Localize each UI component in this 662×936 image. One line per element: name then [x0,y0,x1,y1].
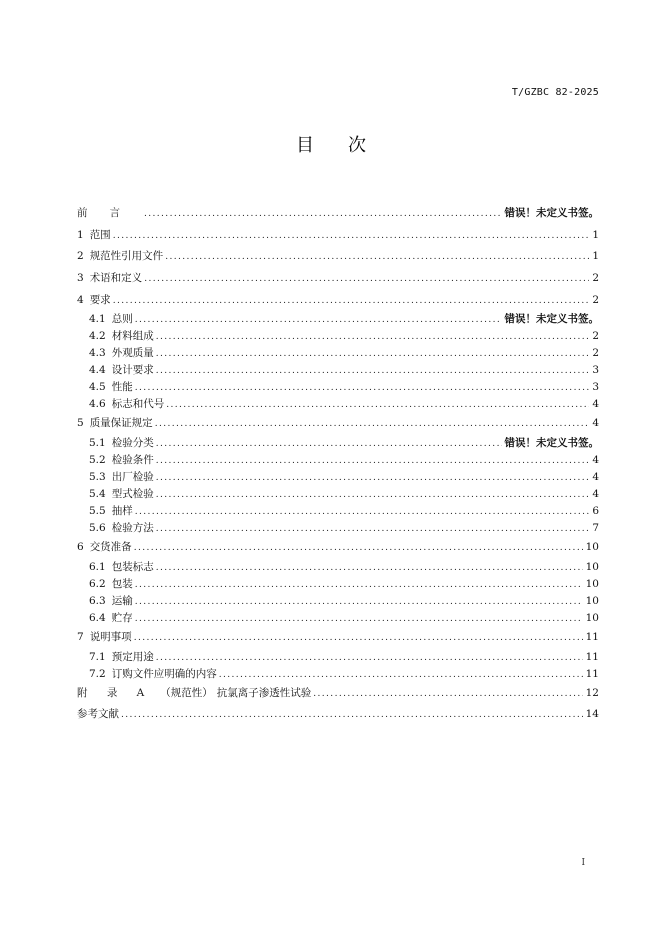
toc-page-number: 14 [585,708,599,721]
toc-entry[interactable] [77,345,599,362]
toc-entry-title: 外观质量 [111,347,154,360]
appendix-title: 抗氯离子渗透性试验 [216,686,312,699]
toc-entry[interactable] [77,311,599,328]
toc-entry-label [89,452,156,469]
dot-leader [135,380,590,396]
dot-leader [135,312,502,328]
toc-page-number: 3 [592,364,599,377]
dot-leader [165,247,589,268]
toc-entry-title: 检验条件 [111,454,154,467]
toc-entry-label [77,268,144,290]
toc-page-number: 10 [585,594,599,607]
toc-entry-number: 4 [77,293,84,306]
toc-entry-title: 材料组成 [111,330,154,343]
dot-leader [219,667,583,683]
toc-entry-number: 6.4 [89,611,106,624]
toc-entry-title: 型式检验 [111,488,154,501]
toc-entry-number: 4.4 [89,364,106,377]
toc-entry-label [89,503,135,520]
toc-page-number: 7 [592,522,599,535]
toc-entry-title: 参考文献 [77,708,119,721]
toc-entry[interactable] [77,379,599,396]
toc-entry[interactable] [77,704,599,726]
dot-leader [113,226,590,247]
toc-entry-label [77,290,113,312]
toc-entry[interactable] [77,246,599,268]
toc-entry[interactable] [77,520,599,537]
toc-entry-title: 说明事项 [89,630,132,643]
toc-entry-title: 总则 [111,313,133,326]
page-number: I [581,858,585,868]
dot-leader [156,487,590,503]
toc-entry-title: 订购文件应明确的内容 [111,667,217,680]
toc-entry-title: 规范性引用文件 [89,250,164,263]
toc-page-number: 2 [592,272,599,285]
appendix-heading: 附 录 A [77,686,153,699]
toc-entry-label [89,666,219,683]
dot-leader [144,269,589,290]
toc-entry[interactable] [77,290,599,312]
toc-entry[interactable] [77,683,599,705]
dot-leader [166,397,589,413]
toc-entry-number: 7 [77,630,84,643]
toc-entry-label [89,362,156,379]
toc-entry-label [89,486,156,503]
toc-entry[interactable] [77,576,599,593]
toc-entry-number: 5.1 [89,437,106,450]
toc-entry-label [89,328,156,345]
toc-page-number: 10 [585,577,599,590]
dot-leader [155,414,590,435]
dot-leader [156,363,590,379]
toc-entry-label [77,203,144,225]
toc-entry-title: 设计要求 [111,364,154,377]
dot-leader [156,521,590,537]
toc-entry[interactable] [77,610,599,627]
toc-entry-label [89,559,156,576]
toc-entry-title: 性能 [111,381,133,394]
dot-leader [156,436,502,452]
toc-entry-number: 4.5 [89,381,106,394]
toc-entry-title: 包装 [111,577,133,590]
toc-page-number: 10 [585,541,599,554]
toc-entry-label [89,435,156,452]
toc-entry-number: 7.1 [89,650,106,663]
toc-entry-label [89,610,135,627]
toc-entry[interactable] [77,203,599,225]
toc-entry-number: 5.3 [89,471,106,484]
toc-entry-title: 贮存 [111,611,133,624]
toc-entry[interactable] [77,396,599,413]
toc-entry-label [89,469,156,486]
toc-entry-label [77,225,113,247]
toc-entry-label [89,311,135,328]
toc-page-number: 2 [592,347,599,360]
toc-entry-number: 5.2 [89,454,106,467]
toc-entry-number: 4.1 [89,313,106,326]
toc-entry[interactable] [77,486,599,503]
toc-entry-label [89,649,156,666]
toc-entry-title: 抽样 [111,505,133,518]
toc-entry-number: 1 [77,228,84,241]
toc-page-number: 4 [592,488,599,501]
toc-entry[interactable] [77,649,599,666]
toc-entry-label [89,345,156,362]
toc-entry-label [89,520,156,537]
toc-entry[interactable] [77,503,599,520]
dot-leader [134,538,583,559]
toc-entry-number: 3 [77,272,84,285]
toc-entry-number: 4.3 [89,347,106,360]
document-code: T/GZBC 82-2025 [511,87,599,98]
dot-leader [156,346,590,362]
dot-leader [135,504,590,520]
toc-entry-title: 预定用途 [111,650,154,663]
bookmark-error: 错误！未定义书签。 [504,313,599,326]
toc-entry-number: 2 [77,250,84,263]
dot-leader [121,705,583,726]
toc-page-number: 1 [592,228,599,241]
dot-leader [156,329,590,345]
dot-leader [113,291,590,312]
toc-entry-label [77,537,134,559]
dot-leader [313,684,582,705]
toc-page-number: 2 [592,293,599,306]
dot-leader [134,628,583,649]
toc-entry[interactable] [77,362,599,379]
toc-entry-label [89,379,135,396]
dot-leader [156,470,590,486]
toc-page-number: 11 [585,650,599,663]
toc-entry[interactable] [77,537,599,559]
toc-entry-number: 6.3 [89,594,106,607]
toc-entry-number: 6 [77,541,84,554]
dot-leader [135,594,583,610]
toc-page-number: 1 [592,250,599,263]
toc-entry[interactable] [77,627,599,649]
toc-entry-title: 质量保证规定 [89,417,153,430]
toc-entry-label [77,627,134,649]
toc-entry-title: 检验方法 [111,522,154,535]
toc-entry-number: 5.6 [89,522,106,535]
toc-entry[interactable] [77,666,599,683]
toc-entry-title: 运输 [111,594,133,607]
toc-entry[interactable] [77,469,599,486]
toc-entry-title: 检验分类 [111,437,154,450]
toc-page-number: 12 [585,686,599,699]
toc-page-number: 4 [592,454,599,467]
toc-entry-number: 4.2 [89,330,106,343]
toc-page-number: 4 [592,471,599,484]
toc-entry-label [89,576,135,593]
toc-entry-title: 前言 [77,207,142,219]
toc-entry-label [77,413,155,435]
toc-entry-label [77,704,121,726]
toc-entry-title: 交货准备 [89,541,132,554]
toc-entry-number: 5 [77,417,84,430]
toc-page-number: 11 [585,630,599,643]
toc-page-number: 11 [585,667,599,680]
toc-entry-title: 范围 [89,228,111,241]
toc-page-number: 3 [592,381,599,394]
dot-leader [135,611,583,627]
dot-leader [144,204,502,225]
toc-page-number: 10 [585,560,599,573]
toc-entry-title: 出厂检验 [111,471,154,484]
toc-entry-number: 7.2 [89,667,106,680]
toc-entry[interactable] [77,328,599,345]
toc-page-number: 10 [585,611,599,624]
toc-page-number: 2 [592,330,599,343]
toc-entry-title: 包装标志 [111,560,154,573]
toc-entry-number: 6.1 [89,560,106,573]
toc-entry-number: 5.4 [89,488,106,501]
dot-leader [156,560,583,576]
toc-entry-label [89,396,166,413]
bookmark-error: 错误！未定义书签。 [504,207,599,219]
toc-entry[interactable] [77,225,599,247]
page-title: 目次 [296,135,400,156]
appendix-type: （规范性） [160,686,213,699]
toc-entry[interactable] [77,452,599,469]
toc-entry[interactable] [77,559,599,576]
bookmark-error: 错误！未定义书签。 [504,437,599,450]
table-of-contents [77,203,599,726]
toc-page-number: 6 [592,505,599,518]
toc-entry-number: 6.2 [89,577,106,590]
dot-leader [156,453,590,469]
toc-entry-title: 要求 [89,293,111,306]
toc-entry-label [89,593,135,610]
toc-entry-number: 5.5 [89,505,106,518]
toc-entry[interactable] [77,268,599,290]
dot-leader [156,650,583,666]
toc-page-number: 4 [592,398,599,411]
toc-entry-title: 术语和定义 [89,272,143,285]
dot-leader [135,577,583,593]
toc-entry[interactable] [77,593,599,610]
toc-page-number: 4 [592,417,599,430]
toc-entry-label [77,683,313,705]
toc-entry-title: 标志和代号 [111,398,165,411]
toc-entry[interactable] [77,435,599,452]
toc-entry-number: 4.6 [89,398,106,411]
toc-entry[interactable] [77,413,599,435]
toc-entry-label [77,246,165,268]
